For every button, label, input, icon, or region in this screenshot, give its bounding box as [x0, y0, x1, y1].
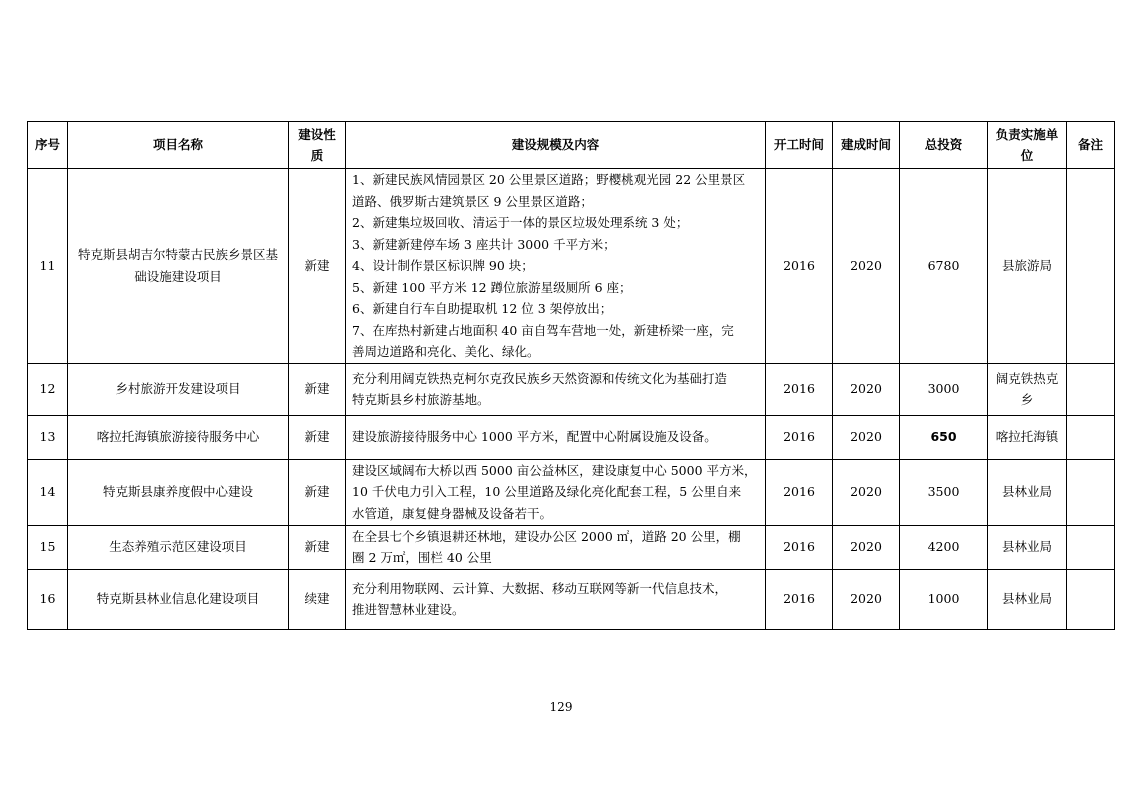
cell-content: [346, 363, 766, 415]
cell-remark: [1067, 525, 1115, 569]
cell-start: 2016: [766, 459, 833, 525]
content-line: 6、新建自行车自助提取机 12 位 3 架停放出；: [352, 301, 613, 316]
cell-end: 2020: [833, 525, 900, 569]
content-line: 水管道，康复健身器械及设备若干。: [352, 505, 553, 521]
content-line: 建设旅游接待服务中心 1000 平方米，配置中心附属设施及设备。: [352, 429, 717, 445]
cell-nature: 新建: [289, 459, 346, 525]
content-line: 特克斯县乡村旅游基地。: [352, 392, 490, 407]
cell-invest: 3000: [900, 363, 988, 415]
cell-nature: 新建: [289, 169, 346, 364]
cell-end: 2020: [833, 569, 900, 629]
cell-content: [346, 459, 766, 525]
cell-end: 2020: [833, 459, 900, 525]
cell-no: 14: [28, 459, 68, 525]
cell-content: [346, 415, 766, 459]
project-table: [27, 121, 1115, 630]
cell-nature: 新建: [289, 363, 346, 415]
content-line: 7、在库热村新建占地面积 40 亩自驾车营地一处，新建桥梁一座，完: [352, 322, 734, 338]
table-row: [28, 525, 1115, 569]
content-line: 推进智慧林业建设。: [352, 602, 465, 617]
cell-start: 2016: [766, 363, 833, 415]
table-row: [28, 363, 1115, 415]
table-row: [28, 569, 1115, 629]
cell-nature: 新建: [289, 415, 346, 459]
content-line: 10 千伏电力引入工程，10 公里道路及绿化亮化配套工程，5 公里自来: [352, 484, 742, 500]
cell-remark: [1067, 363, 1115, 415]
cell-no: 12: [28, 363, 68, 415]
table-row: [28, 459, 1115, 525]
cell-remark: [1067, 415, 1115, 459]
cell-invest: 1000: [900, 569, 988, 629]
cell-content: [346, 169, 766, 364]
cell-invest: 650: [900, 415, 988, 459]
cell-name: 特克斯县胡吉尔特蒙古民族乡景区基础设施建设项目: [68, 169, 289, 364]
cell-name: 生态养殖示范区建设项目: [68, 525, 289, 569]
cell-start: 2016: [766, 525, 833, 569]
page-number: 129: [549, 700, 573, 714]
cell-content: [346, 569, 766, 629]
cell-unit: 县林业局: [988, 569, 1067, 629]
content-line: 在全县七个乡镇退耕还林地，建设办公区 2000 ㎡，道路 20 公里，棚: [352, 528, 741, 544]
header-no: 序号: [28, 122, 68, 169]
cell-name: 特克斯县林业信息化建设项目: [68, 569, 289, 629]
cell-unit: 县旅游局: [988, 169, 1067, 364]
content-line: 道路、俄罗斯古建筑景区 9 公里景区道路；: [352, 193, 593, 209]
cell-nature: 新建: [289, 525, 346, 569]
cell-start: 2016: [766, 569, 833, 629]
cell-remark: [1067, 569, 1115, 629]
cell-invest: 6780: [900, 169, 988, 364]
cell-nature: 续建: [289, 569, 346, 629]
content-line: 2、新建集垃圾回收、清运于一体的景区垃圾处理系统 3 处；: [352, 215, 689, 230]
cell-name: 喀拉托海镇旅游接待服务中心: [68, 415, 289, 459]
cell-start: 2016: [766, 169, 833, 364]
cell-remark: [1067, 169, 1115, 364]
cell-no: 15: [28, 525, 68, 569]
cell-end: 2020: [833, 363, 900, 415]
table-body: [28, 169, 1115, 630]
cell-end: 2020: [833, 415, 900, 459]
cell-name: 乡村旅游开发建设项目: [68, 363, 289, 415]
cell-content: [346, 525, 766, 569]
header-name: 项目名称: [68, 122, 289, 169]
cell-unit: 喀拉托海镇: [988, 415, 1067, 459]
content-line: 4、设计制作景区标识牌 90 块；: [352, 258, 534, 273]
cell-unit: 县林业局: [988, 459, 1067, 525]
cell-no: 16: [28, 569, 68, 629]
header-end: 建成时间: [833, 122, 900, 169]
table-row: [28, 169, 1115, 364]
content-line: 善周边道路和亮化、美化、绿化。: [352, 344, 540, 359]
content-line: 1、新建民族风情园景区 20 公里景区道路；野樱桃观光园 22 公里景区: [352, 172, 746, 187]
cell-name: 特克斯县康养度假中心建设: [68, 459, 289, 525]
content-line: 3、新建新建停车场 3 座共计 3000 千平方米；: [352, 236, 616, 252]
content-line: 建设区域阔布大桥以西 5000 亩公益林区，建设康复中心 5000 平方米，: [352, 462, 757, 478]
content-line: 充分利用阔克铁热克柯尔克孜民族乡天然资源和传统文化为基础打造: [352, 370, 728, 386]
cell-no: 13: [28, 415, 68, 459]
cell-invest: 3500: [900, 459, 988, 525]
header-invest: 总投资: [900, 122, 988, 169]
cell-unit: 县林业局: [988, 525, 1067, 569]
header-row: [28, 122, 1115, 169]
header-nature: 建设性质: [289, 122, 346, 169]
content-line: 充分利用物联网、云计算、大数据、移动互联网等新一代信息技术，: [352, 580, 728, 596]
cell-no: 11: [28, 169, 68, 364]
cell-start: 2016: [766, 415, 833, 459]
content-line: 5、新建 100 平方米 12 蹲位旅游星级厕所 6 座；: [352, 279, 632, 295]
cell-invest: 4200: [900, 525, 988, 569]
header-unit: 负责实施单位: [988, 122, 1067, 169]
content-line: 圈 2 万㎡，围栏 40 公里: [352, 550, 492, 565]
header-content: 建设规模及内容: [346, 122, 766, 169]
header-remark: 备注: [1067, 122, 1115, 169]
header-start: 开工时间: [766, 122, 833, 169]
cell-remark: [1067, 459, 1115, 525]
cell-unit: 阔克铁热克乡: [988, 363, 1067, 415]
cell-end: 2020: [833, 169, 900, 364]
table-row: [28, 415, 1115, 459]
